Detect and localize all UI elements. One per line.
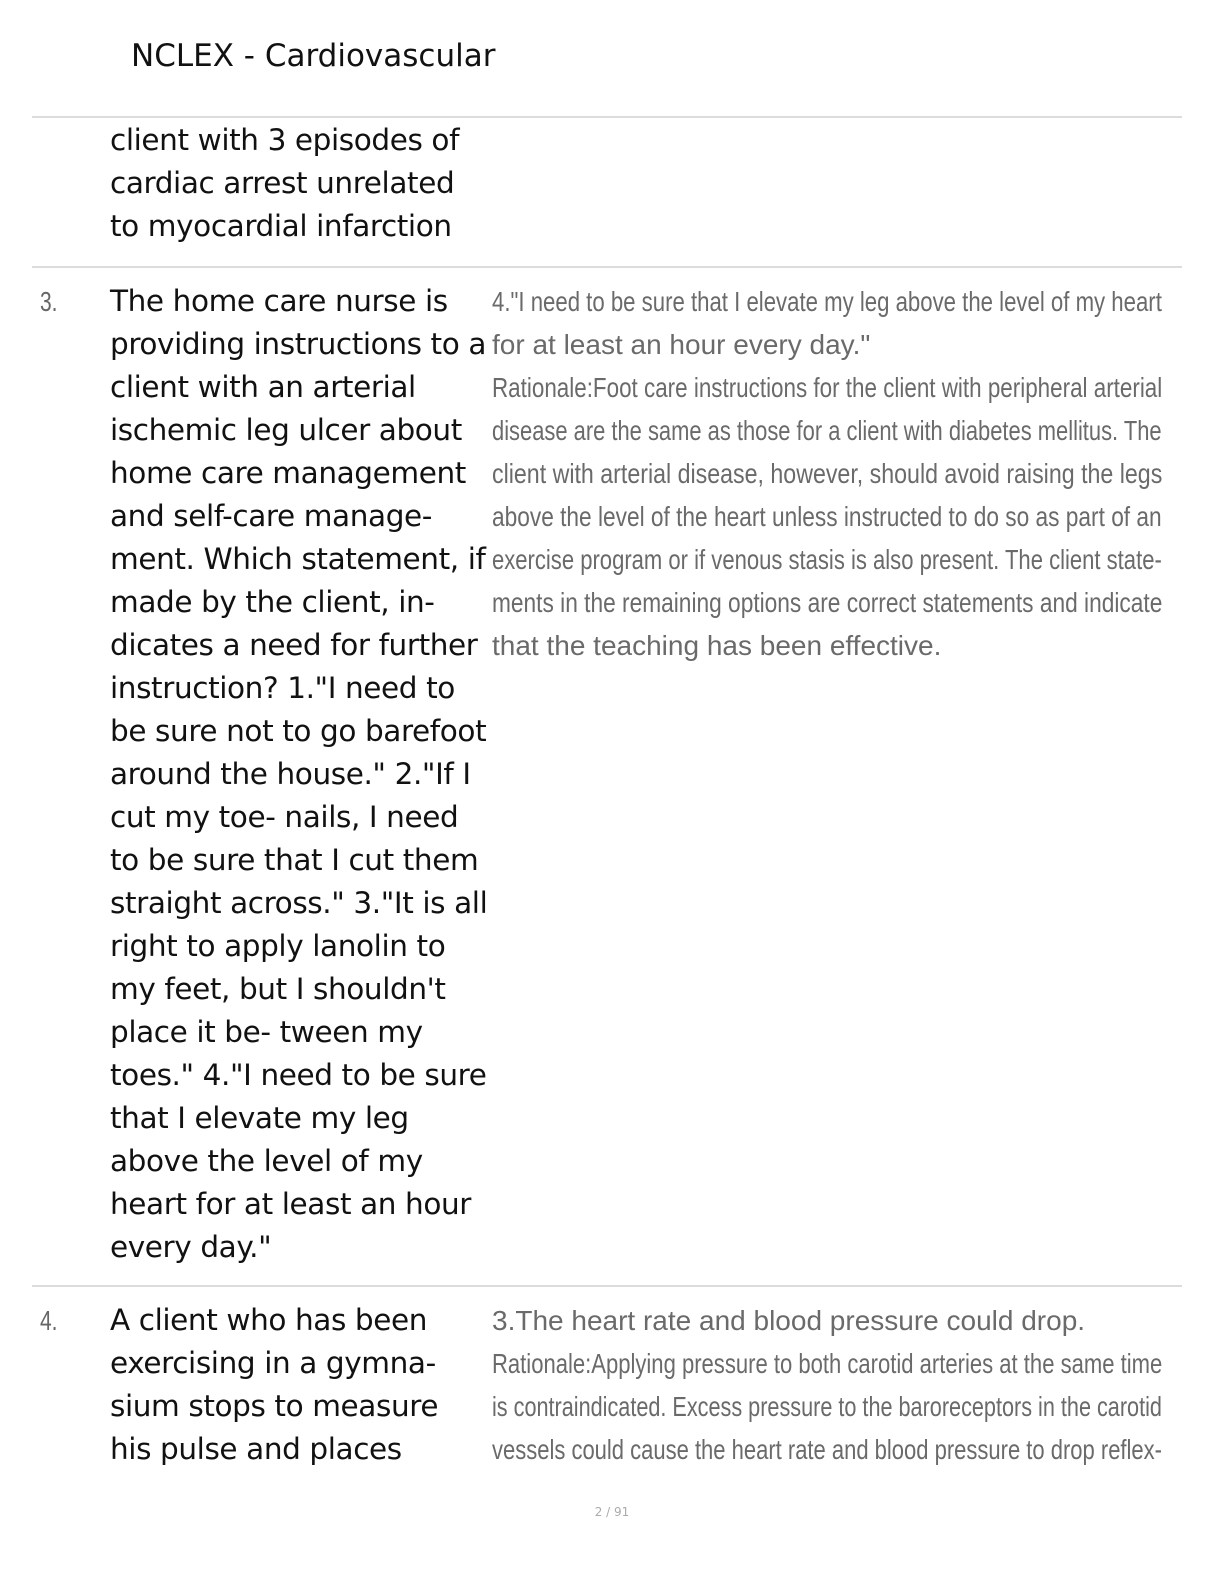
answer-line: that the teaching has been effective. bbox=[492, 630, 942, 661]
answer-line: is contraindicated. Excess pressure to the baroreceptors in the carotid bbox=[492, 1391, 1162, 1422]
answer-line: vessels could cause the heart rate and blood pressure to drop reflex- bbox=[492, 1434, 1162, 1465]
divider bbox=[32, 1285, 1182, 1287]
answer-line: Rationale:Applying pressure to both carotid arteries at the same time bbox=[492, 1348, 1163, 1379]
continued-question-text: client with 3 episodes of cardiac arrest unrelated to myocardial infarction bbox=[110, 123, 460, 243]
answer-rationale bbox=[492, 280, 1162, 667]
page-title: NCLEX - Cardiovascular bbox=[131, 38, 496, 74]
answer-line: exercise program or if venous stasis is also present. The client state- bbox=[492, 544, 1162, 575]
divider bbox=[32, 116, 1182, 118]
answer-rationale bbox=[492, 1299, 1162, 1471]
question-text: A client who has been exercising in a gymna- sium stops to measure his pulse and places bbox=[110, 1303, 439, 1466]
divider bbox=[32, 266, 1182, 268]
answer-line: above the level of the heart unless instructed to do so as part of an bbox=[492, 501, 1162, 532]
answer-line: Rationale:Foot care instructions for the client with peripheral arterial bbox=[492, 372, 1163, 403]
answer-line: for at least an hour every day." bbox=[492, 329, 871, 360]
answer-line: ments in the remaining options are correct statements and indicate bbox=[492, 587, 1163, 618]
answer-line: disease are the same as those for a client with diabetes mellitus. The bbox=[492, 415, 1162, 446]
answer-line: 3.The heart rate and blood pressure could drop. bbox=[492, 1305, 1086, 1336]
question-text: The home care nurse is providing instructions to a client with an arterial ischemic leg ulcer about home care management and self-care manage- ment. Which statement, if made by the client, in- dicates a need for further instruction? 1."I need to be sure not to go barefoot around the house." 2."If I cut my toe- nails, I need to be sure that I cut them straight across." 3."It is all right to apply lanolin to my feet, but I shouldn't place it be- tween my toes." 4."I need to be sure that I elevate my leg above the level of my heart for at least an hour every day." bbox=[110, 284, 488, 1264]
answer-line: client with arterial disease, however, should avoid raising the legs bbox=[492, 458, 1163, 489]
answer-line: 4."I need to be sure that I elevate my leg above the level of my heart bbox=[492, 286, 1162, 317]
question-number: 3. bbox=[40, 286, 58, 317]
page-number: 2 / 91 bbox=[594, 1505, 630, 1519]
question-number: 4. bbox=[40, 1305, 58, 1336]
